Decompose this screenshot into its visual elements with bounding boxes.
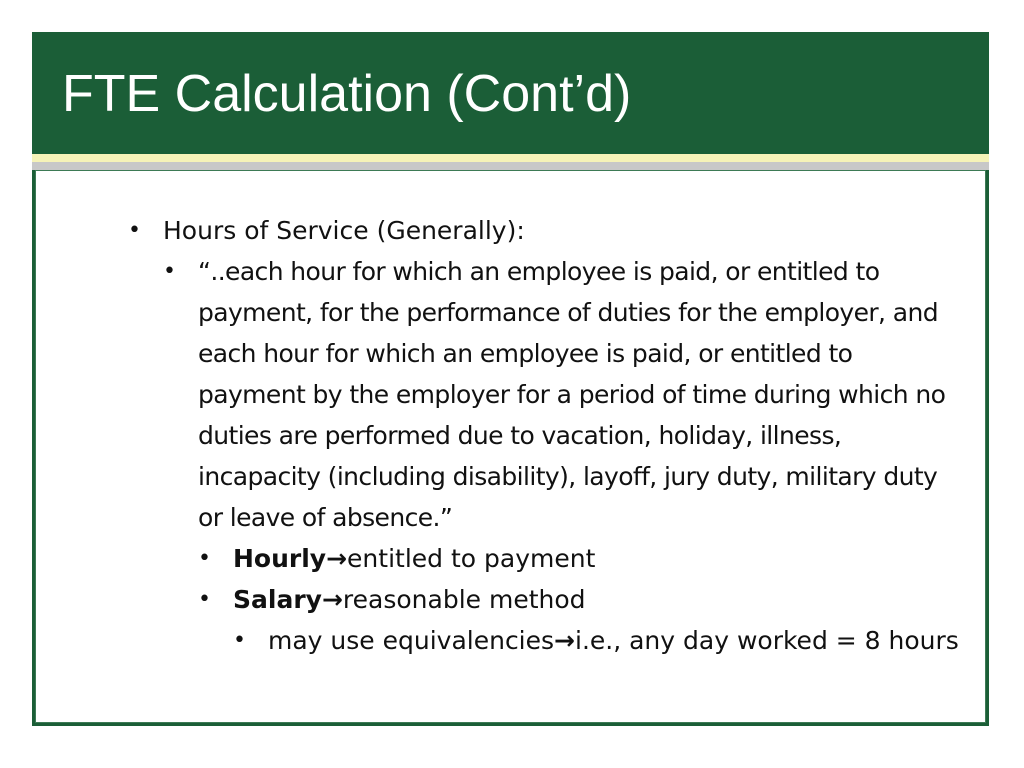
bullet-item-equivalencies — [233, 620, 963, 661]
bullet-icon: • — [233, 628, 246, 653]
accent-stripe — [32, 154, 989, 162]
title-bar — [32, 32, 989, 154]
arrow-right-icon: → — [554, 626, 575, 655]
bullet-item-definition-quote — [163, 251, 963, 661]
sub-sub-bullet-list — [198, 538, 963, 661]
bullet-list — [128, 210, 988, 661]
sub-bullet-list — [163, 251, 963, 661]
equivalencies-example: i.e., any day worked = 8 hours — [575, 626, 959, 655]
bullet-item-hours-of-service — [128, 210, 988, 661]
bullet-icon: • — [163, 259, 176, 284]
term-salary: Salary — [233, 585, 322, 614]
term-hourly: Hourly — [233, 544, 327, 573]
divider-stripe — [32, 162, 989, 170]
arrow-right-icon: → — [321, 585, 343, 614]
equivalencies-text: may use equivalencies — [268, 626, 555, 655]
bullet-icon: • — [198, 546, 211, 571]
bullet-item-salary — [198, 579, 963, 661]
slide-title: FTE Calculation (Cont’d) — [62, 65, 632, 123]
content-area — [35, 170, 986, 723]
bullet-icon: • — [198, 587, 211, 612]
slide-frame — [32, 32, 989, 726]
term-salary-description: reasonable method — [342, 585, 586, 614]
bullet-icon: • — [128, 218, 141, 243]
arrow-right-icon: → — [326, 544, 348, 573]
bullet-text: Hours of Service (Generally): — [163, 216, 525, 245]
bullet-item-hourly — [198, 538, 963, 579]
quote-text: “..each hour for which an employee is paid, or entitled to payment, for the performance of duties for the employer, and each hour for which an employee is paid, or entitled to payment by the employer for a period of time during which no duties are performed due to vacation, holiday, illness, incapacity (including disability), layoff, jury duty, military duty or leave of absence.” — [198, 257, 946, 532]
level4-bullet-list — [233, 620, 963, 661]
term-hourly-description: entitled to payment — [347, 544, 596, 573]
